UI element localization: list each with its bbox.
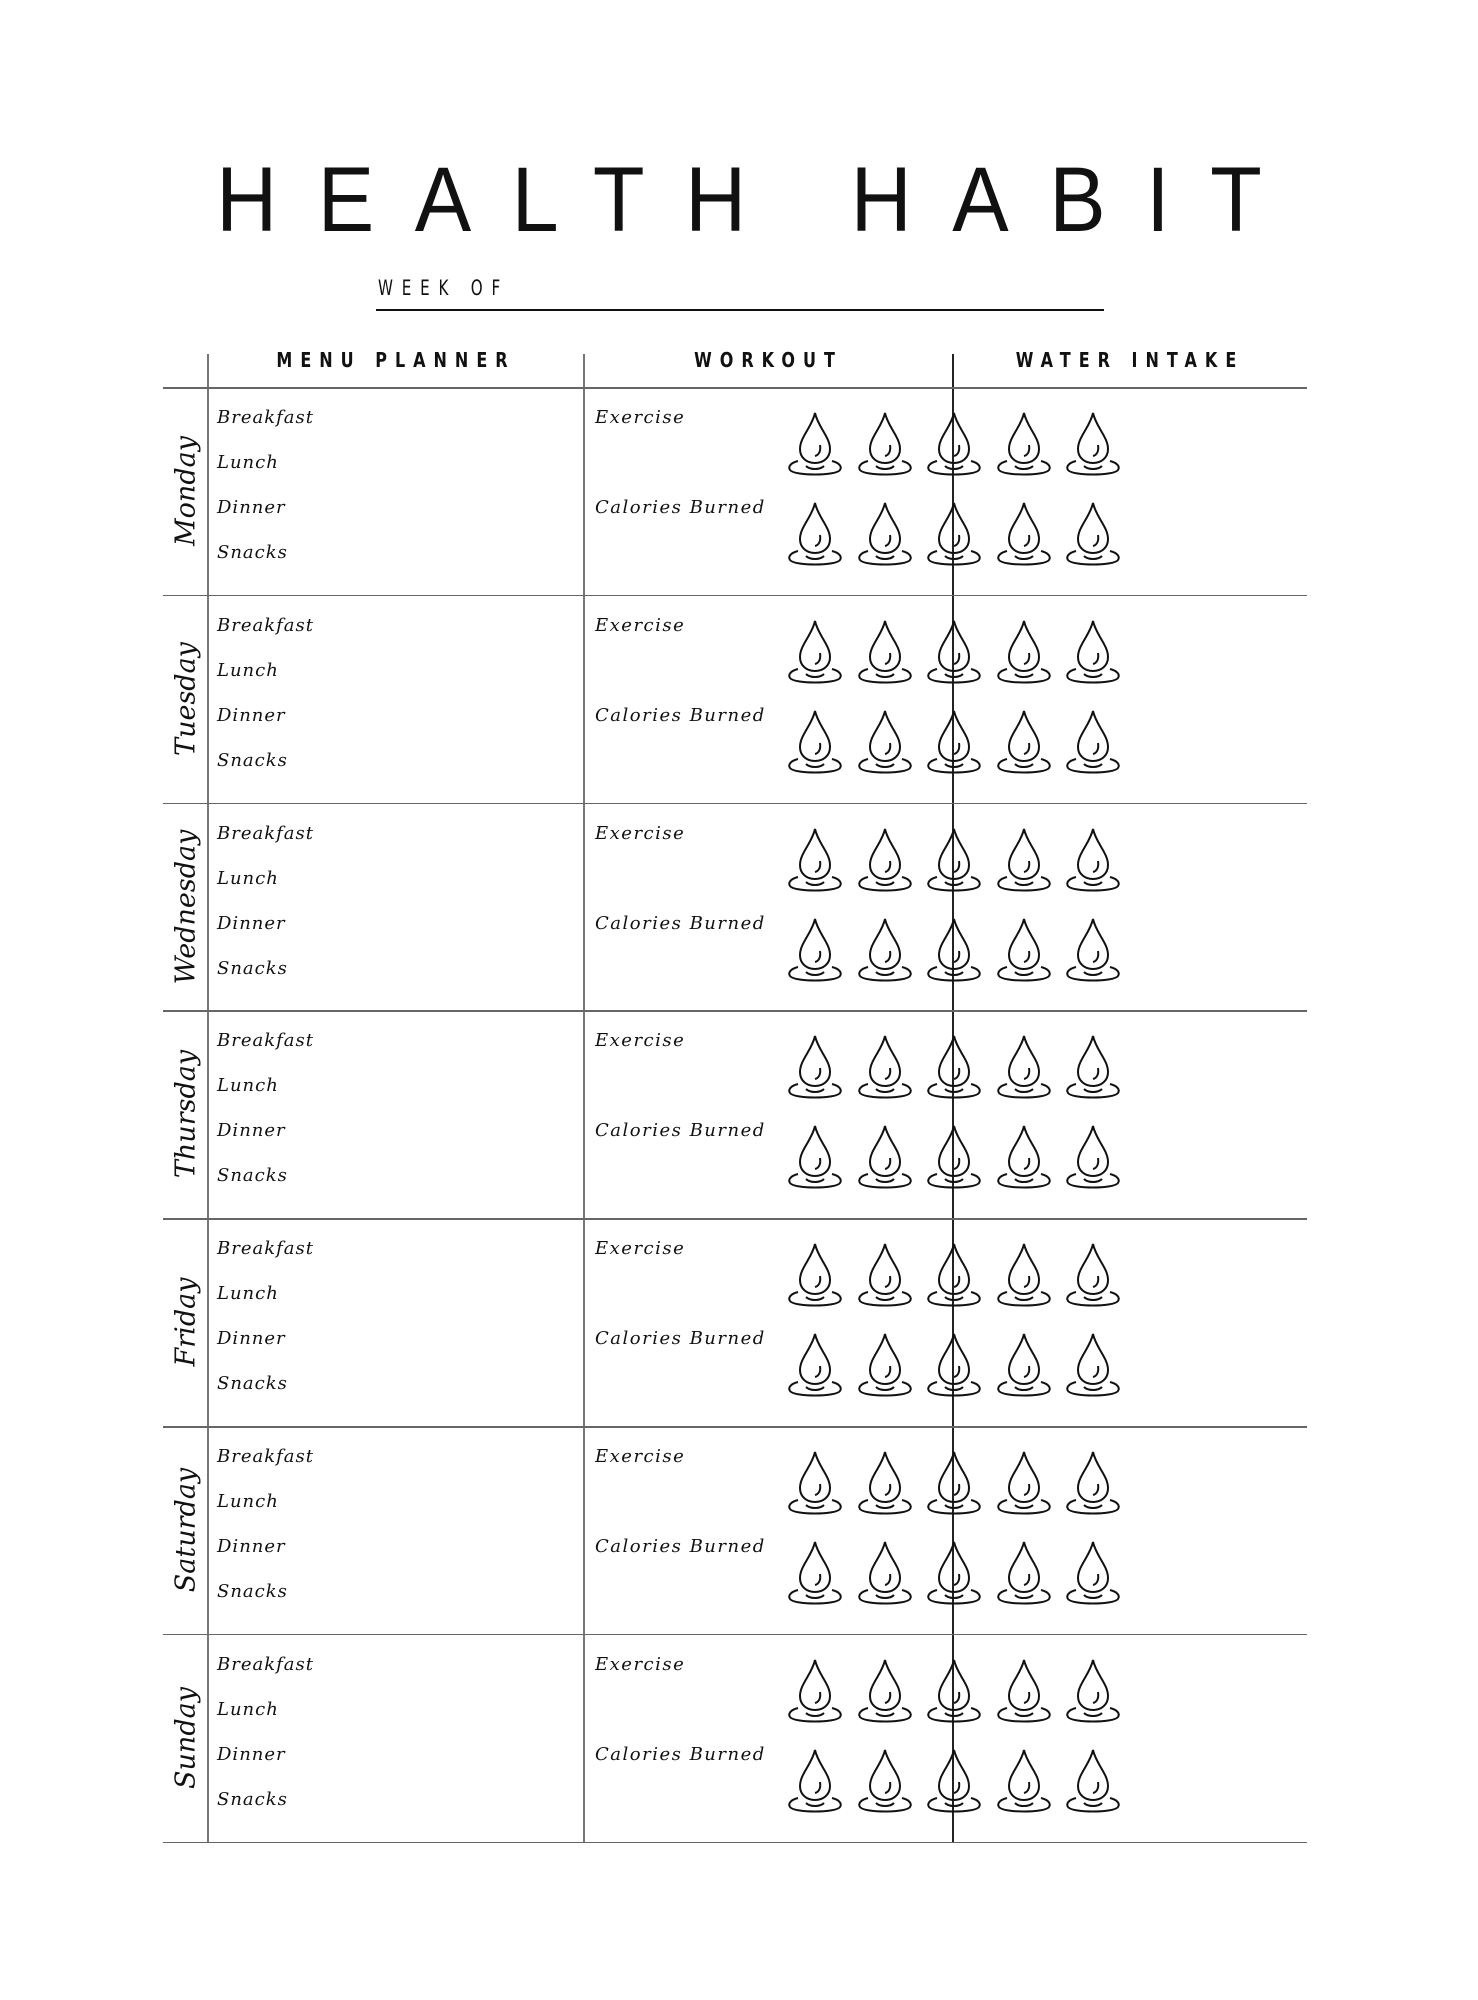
water-drop-icon[interactable] [1062, 825, 1124, 897]
meal-label-snacks[interactable]: Snacks [217, 1373, 288, 1395]
water-drop-icon[interactable] [784, 1122, 846, 1194]
water-drop-icon[interactable] [854, 707, 916, 779]
water-drop-icon[interactable] [1062, 915, 1124, 987]
water-drop-icon[interactable] [1062, 617, 1124, 689]
meal-label-dinner[interactable]: Dinner [217, 1328, 286, 1350]
week-of-label: WEEK OF [378, 276, 509, 300]
day-row-sunday [163, 1634, 1307, 1842]
exercise-label[interactable]: Exercise [595, 1653, 686, 1675]
water-drop-icon[interactable] [784, 825, 846, 897]
water-drop-icon[interactable] [993, 499, 1055, 571]
page-title: HEALTH HABIT [216, 149, 1303, 251]
day-label-cell [163, 595, 208, 803]
meal-label-lunch[interactable]: Lunch [217, 1283, 279, 1305]
meal-label-lunch[interactable]: Lunch [217, 1491, 279, 1512]
meal-label-dinner[interactable]: Dinner [217, 912, 286, 934]
water-drop-icon[interactable] [993, 617, 1055, 689]
water-drop-icon[interactable] [854, 1656, 916, 1728]
water-drop-icon[interactable] [854, 409, 916, 481]
day-label: Tuesday [170, 641, 201, 756]
meal-label-lunch[interactable]: Lunch [217, 1075, 279, 1097]
day-label-cell [163, 1634, 208, 1842]
water-drop-icon[interactable] [1062, 499, 1124, 571]
water-drop-icon[interactable] [1062, 707, 1124, 779]
water-drop-icon[interactable] [923, 499, 985, 571]
water-drop-icon[interactable] [923, 707, 985, 779]
water-drop-icon[interactable] [854, 1330, 916, 1402]
water-drop-icon[interactable] [1062, 1240, 1124, 1312]
water-drop-icon[interactable] [1062, 1538, 1124, 1610]
water-drop-icon[interactable] [854, 1240, 916, 1312]
water-drop-icon[interactable] [1062, 409, 1124, 481]
meal-label-dinner[interactable]: Dinner [217, 704, 286, 726]
water-drop-icon[interactable] [993, 915, 1055, 987]
water-drop-icon[interactable] [923, 915, 985, 987]
water-intake-header: WATER INTAKE [1015, 348, 1245, 372]
meal-label-breakfast[interactable]: Breakfast [217, 1446, 314, 1467]
day-label: Monday [170, 436, 201, 546]
meal-label-snacks[interactable]: Snacks [217, 957, 288, 979]
water-drop-icon[interactable] [993, 1746, 1055, 1818]
day-label: Friday [170, 1277, 201, 1367]
meal-label-dinner[interactable]: Dinner [217, 1120, 286, 1142]
water-drop-icon[interactable] [923, 1032, 985, 1104]
menu-planner-header: MENU PLANNER [276, 348, 516, 372]
meal-label-dinner[interactable]: Dinner [217, 497, 286, 518]
water-drop-icon[interactable] [1062, 1122, 1124, 1194]
day-label: Thursday [170, 1050, 201, 1179]
water-drop-icon[interactable] [923, 1448, 985, 1520]
water-drop-icon[interactable] [784, 915, 846, 987]
water-drop-icon[interactable] [993, 707, 1055, 779]
meal-label-snacks[interactable]: Snacks [217, 1165, 288, 1187]
water-drop-icon[interactable] [854, 1032, 916, 1104]
water-drop-icon[interactable] [993, 1240, 1055, 1312]
water-drop-icon[interactable] [993, 409, 1055, 481]
water-drop-icon[interactable] [784, 707, 846, 779]
water-drop-icon[interactable] [784, 1746, 846, 1818]
meal-label-breakfast[interactable]: Breakfast [217, 1030, 314, 1052]
meal-label-dinner[interactable]: Dinner [217, 1743, 286, 1765]
week-of-input-line[interactable] [376, 309, 1104, 311]
day-row-saturday [163, 1426, 1307, 1634]
water-drop-icon[interactable] [854, 1538, 916, 1610]
water-drop-icon[interactable] [993, 1122, 1055, 1194]
water-drop-icon[interactable] [784, 1330, 846, 1402]
water-drop-icon[interactable] [784, 499, 846, 571]
water-drop-icon[interactable] [923, 1122, 985, 1194]
water-drop-icon[interactable] [923, 409, 985, 481]
calories-burned-label[interactable]: Calories Burned [595, 704, 766, 726]
workout-header: WORKOUT [694, 348, 843, 372]
water-drop-icon[interactable] [923, 1538, 985, 1610]
calories-burned-label[interactable]: Calories Burned [595, 497, 766, 518]
day-row-thursday [163, 1010, 1307, 1218]
meal-label-lunch[interactable]: Lunch [217, 659, 279, 681]
calories-burned-label[interactable]: Calories Burned [595, 1743, 766, 1765]
day-label: Sunday [170, 1686, 201, 1789]
water-drop-icon[interactable] [993, 825, 1055, 897]
day-row-monday [163, 387, 1307, 595]
day-row-friday [163, 1218, 1307, 1426]
day-label-cell [163, 1010, 208, 1218]
water-drop-icon[interactable] [993, 1538, 1055, 1610]
water-drop-icon[interactable] [784, 617, 846, 689]
calories-burned-label[interactable]: Calories Burned [595, 1536, 766, 1557]
day-label-cell [163, 1218, 208, 1426]
row-divider [163, 1842, 1307, 1844]
water-drop-icon[interactable] [784, 1240, 846, 1312]
water-drop-icon[interactable] [784, 1032, 846, 1104]
exercise-label[interactable]: Exercise [595, 614, 686, 636]
day-label-cell [163, 1426, 208, 1634]
day-label-cell [163, 387, 208, 595]
water-drop-icon[interactable] [993, 1448, 1055, 1520]
water-drop-icon[interactable] [1062, 1330, 1124, 1402]
water-drop-icon[interactable] [923, 1240, 985, 1312]
meal-label-lunch[interactable]: Lunch [217, 867, 279, 889]
day-row-tuesday [163, 595, 1307, 803]
water-drop-icon[interactable] [784, 1656, 846, 1728]
exercise-label[interactable]: Exercise [595, 822, 686, 844]
water-drop-icon[interactable] [784, 409, 846, 481]
day-label-cell [163, 803, 208, 1011]
water-drop-icon[interactable] [1062, 1746, 1124, 1818]
meal-label-snacks[interactable]: Snacks [217, 749, 288, 771]
water-drop-icon[interactable] [993, 1032, 1055, 1104]
meal-label-breakfast[interactable]: Breakfast [217, 407, 314, 428]
water-drop-icon[interactable] [854, 825, 916, 897]
water-drop-icon[interactable] [854, 915, 916, 987]
water-drop-icon[interactable] [923, 1656, 985, 1728]
water-drop-icon[interactable] [923, 825, 985, 897]
water-drop-icon[interactable] [1062, 1032, 1124, 1104]
exercise-label[interactable]: Exercise [595, 407, 686, 428]
exercise-label[interactable]: Exercise [595, 1446, 686, 1467]
calories-burned-label[interactable]: Calories Burned [595, 1328, 766, 1350]
meal-label-lunch[interactable]: Lunch [217, 452, 279, 473]
day-label: Saturday [170, 1467, 201, 1593]
water-drop-icon[interactable] [993, 1656, 1055, 1728]
water-drop-icon[interactable] [854, 1448, 916, 1520]
meal-label-breakfast[interactable]: Breakfast [217, 1653, 314, 1675]
water-drop-icon[interactable] [1062, 1656, 1124, 1728]
calories-burned-label[interactable]: Calories Burned [595, 912, 766, 934]
water-drop-icon[interactable] [923, 617, 985, 689]
meal-label-lunch[interactable]: Lunch [217, 1698, 279, 1720]
water-drop-icon[interactable] [993, 1330, 1055, 1402]
water-drop-icon[interactable] [854, 1122, 916, 1194]
exercise-label[interactable]: Exercise [595, 1030, 686, 1052]
water-drop-icon[interactable] [784, 1538, 846, 1610]
day-label: Wednesday [170, 829, 201, 984]
meal-label-snacks[interactable]: Snacks [217, 1788, 288, 1810]
water-drop-icon[interactable] [923, 1330, 985, 1402]
meal-label-breakfast[interactable]: Breakfast [217, 614, 314, 636]
water-drop-icon[interactable] [854, 617, 916, 689]
water-drop-icon[interactable] [854, 499, 916, 571]
meal-label-breakfast[interactable]: Breakfast [217, 822, 314, 844]
day-row-wednesday [163, 803, 1307, 1011]
meal-label-snacks[interactable]: Snacks [217, 1581, 288, 1602]
calories-burned-label[interactable]: Calories Burned [595, 1120, 766, 1142]
water-drop-icon[interactable] [784, 1448, 846, 1520]
meal-label-breakfast[interactable]: Breakfast [217, 1238, 314, 1260]
water-drop-icon[interactable] [1062, 1448, 1124, 1520]
water-drop-icon[interactable] [923, 1746, 985, 1818]
meal-label-dinner[interactable]: Dinner [217, 1536, 286, 1557]
exercise-label[interactable]: Exercise [595, 1238, 686, 1260]
water-drop-icon[interactable] [854, 1746, 916, 1818]
meal-label-snacks[interactable]: Snacks [217, 542, 288, 563]
